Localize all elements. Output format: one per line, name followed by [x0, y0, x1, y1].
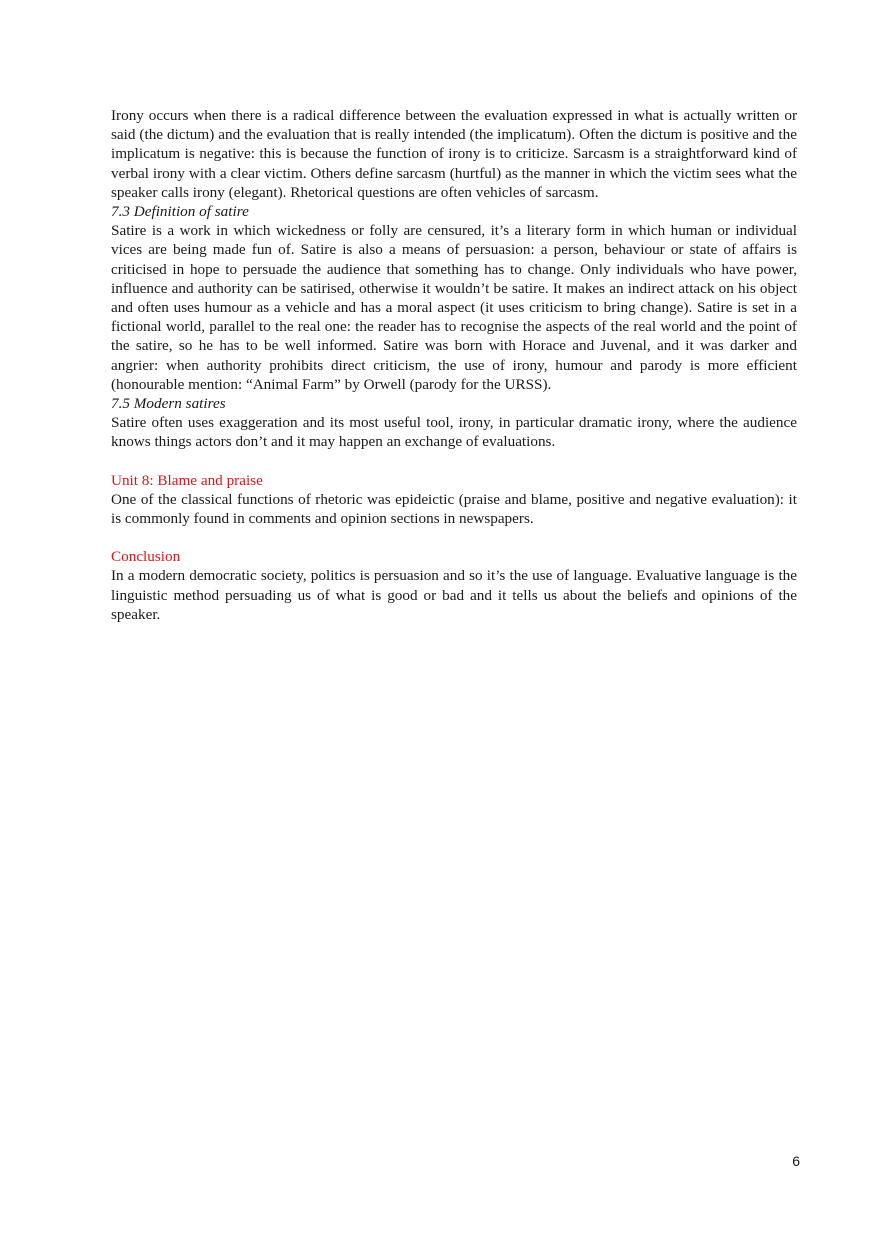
page-number: 6	[792, 1153, 800, 1169]
paragraph-modern-satires: Satire often uses exaggeration and its most useful tool, irony, in particular dramatic irony, where the audience knows things actors don’t and it may happen an exchange of evaluations.	[111, 414, 797, 451]
conclusion-heading: Conclusion	[111, 548, 181, 566]
unit-heading-blame-and-praise: Unit 8: Blame and praise	[111, 471, 263, 489]
section-heading-definition-of-satire: 7.3 Definition of satire	[111, 203, 249, 221]
paragraph-irony: Irony occurs when there is a radical difference between the evaluation expressed in what is actually written or said (the dictum) and the evaluation that is really intended (the implicatum). Often the dictum is positive and the implicatum is negative: this is because the function of irony is to criticize. Sarcasm is a straightforward kind of verbal irony with a clear victim. Others define sarcasm (hurtful) as the manner in which the victim sees what the speaker calls irony (elegant). Rhetorical questions are often vehicles of sarcasm.	[111, 107, 797, 201]
paragraph-blame-and-praise: One of the classical functions of rhetoric was epideictic (praise and blame, positive and negative evaluation): it is commonly found in comments and opinion sections in newspapers.	[111, 490, 797, 528]
paragraph-satire: Satire is a work in which wickedness or folly are censured, it’s a literary form in which human or individual vices are being made fun of. Satire is also a means of persuasion: a person, behaviour or state of affairs is criticised in hope to persuade the audience that something has to change. Only individuals who have power, influence and authority can be satirised, otherwise it wouldn’t be satire. It makes an indirect attack on his object and often uses humour as a vehicle and has a moral aspect (it uses criticism to bring change). Satire is set in a fictional world, parallel to the real one: the reader has to recognise the aspects of the real world and the point of the satire, so he has to be well informed. Satire was born with Horace and Juvenal, and it was darker and angrier: when authority prohibits direct criticism, the use of irony, humour and parody is more efficient (honourable mention: “Animal Farm” by Orwell (parody for the URSS).	[111, 222, 797, 393]
section-heading-modern-satires: 7.5 Modern satires	[111, 395, 226, 413]
page-content	[111, 106, 797, 624]
paragraph-conclusion: In a modern democratic society, politics is persuasion and so it’s the use of language. Evaluative language is the linguistic method persuading us of what is good or bad and it tells us about the beliefs and opinions of the speaker.	[111, 567, 797, 623]
